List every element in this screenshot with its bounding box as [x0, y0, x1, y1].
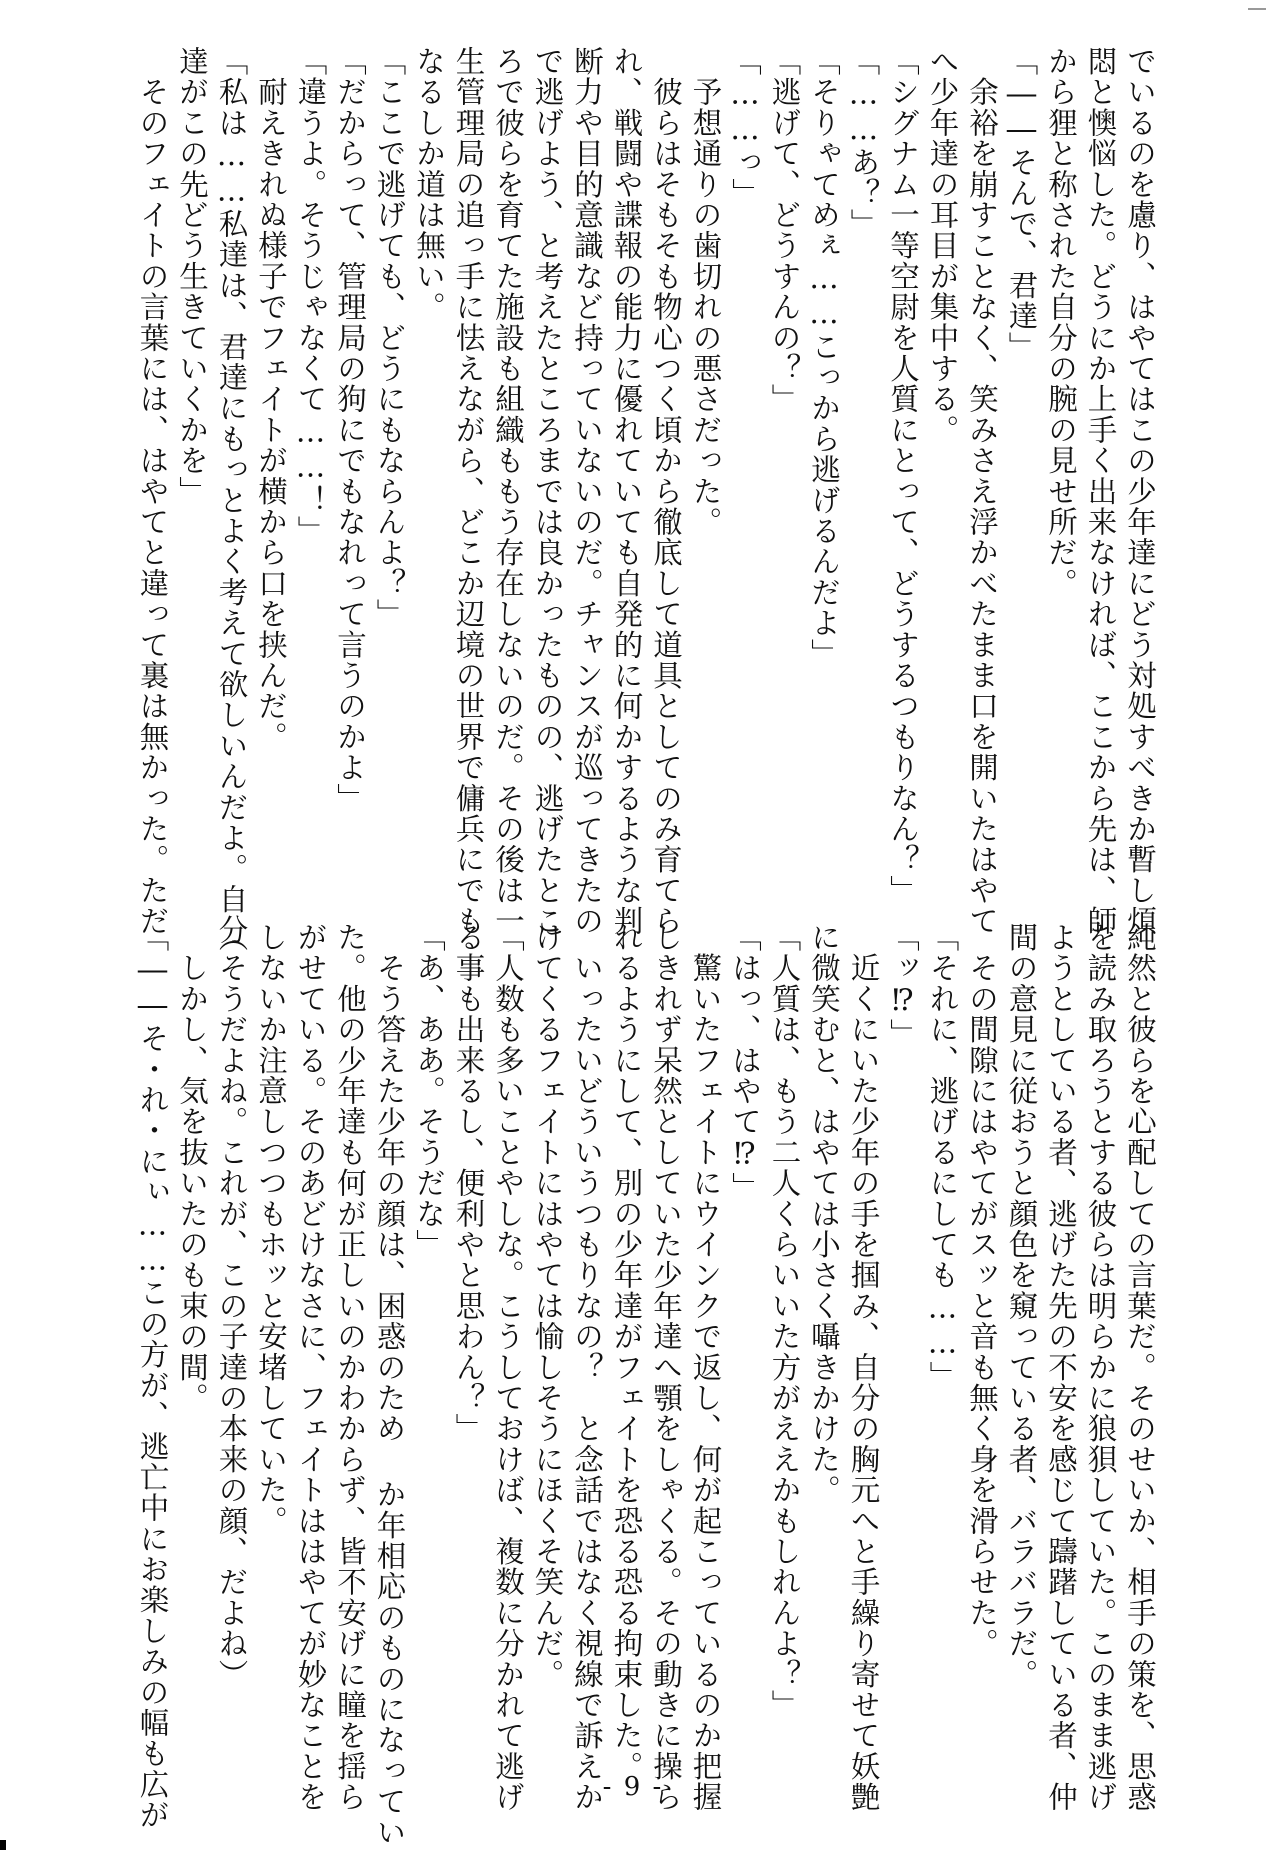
- page-number: - 9 -: [602, 1772, 664, 1802]
- text-column: 「人質は、もう二人くらいいた方がええかもしれんよ？」: [767, 922, 802, 1721]
- text-column: 耐えきれぬ様子でフェイトが横から口を挟んだ。: [254, 46, 288, 753]
- text-column: 余裕を崩すことなく、笑みさえ浮かべたまま口を開いたはやて: [965, 46, 999, 937]
- text-column: ようとしている者、逃げた先の不安を感じて躊躇している者、仲: [1044, 922, 1078, 1813]
- text-column: 「人数も多いことやしな。こうしておけば、複数に分かれて逃げ: [491, 922, 525, 1813]
- text-column: 悶と懊悩した。どうにか上手く出来なければ、ここから先は、師: [1083, 46, 1118, 937]
- text-column: けてくるフェイトにはやては愉しそうにほくそ笑んだ。: [530, 922, 565, 1690]
- top-text-block: [135, 46, 1157, 946]
- text-column: 「――そ・れ・にぃ……この方が、逃亡中にお楽しみの幅も広が: [135, 922, 170, 1831]
- text-column: 予想通りの歯切れの悪さだった。: [688, 46, 723, 538]
- text-column: 「だからって、管理局の狗にでもなれって言うのかよ」: [333, 46, 367, 814]
- text-column: 「それに、逃げるにしても……」: [925, 922, 960, 1392]
- text-column: 「……あ？」: [846, 46, 881, 240]
- text-column: 「逃げて、どうすんの？」: [767, 46, 802, 415]
- text-column: なるしか道は無い。: [412, 46, 446, 323]
- text-column: 「違うよ。そうじゃなくて……！」: [293, 46, 328, 547]
- text-column: た。他の少年達も何が正しいのかわからず、皆不安げに瞳を揺ら: [333, 922, 367, 1813]
- text-column: そのフェイトの言葉には、はやてと違って裏は無かった。ただ: [135, 46, 170, 937]
- text-column: （そうだよね。これが、この子達の本来の顔、だよね）: [214, 922, 249, 1690]
- text-column: でいるのを慮り、はやてはこの少年達にどう対処すべきか暫し煩: [1123, 46, 1157, 937]
- text-column: を読み取ろうとする彼らは明らかに狼狽していた。このまま逃げ: [1083, 922, 1118, 1813]
- text-column: がせている。そのあどけなさに、フェイトははやてが妙なことを: [293, 922, 328, 1813]
- text-column: ろで彼らを育てた施設も組織ももう存在しないのだ。その後は一: [491, 46, 525, 937]
- text-column: 驚いたフェイトにウインクで返し、何が起こっているのか把握: [688, 922, 723, 1813]
- text-column: れるようにして、別の少年達がフェイトを恐る恐る拘束した。: [609, 922, 644, 1782]
- text-column: しないか注意しつつもホッと安堵していた。: [254, 922, 288, 1536]
- text-column: 純然と彼らを心配しての言葉だ。そのせいか、相手の策を、思惑: [1123, 922, 1157, 1813]
- text-column: その間隙にはやてがスッと音も無く身を滑らせた。: [965, 922, 999, 1659]
- text-column: 「そりゃてめぇ……こっから逃げるんだよ」: [807, 46, 841, 669]
- text-column: 近くにいた少年の手を掴み、自分の胸元へと手繰り寄せて妖艶: [846, 922, 881, 1813]
- text-column: 「ここで逃げても、どうにもならんよ？」: [372, 46, 407, 630]
- text-column: 断力や目的意識など持っていないのだ。チャンスが巡ってきたの: [570, 46, 604, 937]
- scan-corner-dot: [0, 1840, 6, 1850]
- text-column: 彼らはそもそも物心つく頃から徹底して道具としてのみ育てら: [649, 46, 683, 937]
- text-column: 「ッ⁉」: [886, 922, 920, 1050]
- scan-edge-mark: [1248, 8, 1266, 10]
- text-column: しかし、気を抜いたのも束の間。: [175, 922, 209, 1414]
- bottom-text-block: [135, 922, 1157, 1848]
- text-column: 「……っ」: [728, 46, 762, 209]
- text-column: 達がこの先どう生きていくかを」: [175, 46, 209, 507]
- text-column: 「シグナム一等空尉を人質にとって、どうするつもりなん？」: [886, 46, 920, 906]
- text-column: いったいどういうつもりなの？ と念話ではなく視線で訴えか: [570, 922, 604, 1813]
- text-column: に微笑むと、はやては小さく囁きかけた。: [807, 922, 841, 1506]
- text-column: 間の意見に従おうと顔色を窺っている者、バラバラだ。: [1004, 922, 1039, 1690]
- text-column: から狸と称された自分の腕の見せ所だ。: [1044, 46, 1078, 599]
- text-column: る事も出来るし、便利やと思わん？」: [451, 922, 486, 1444]
- text-column: 生管理局の追っ手に怯えながら、どこか辺境の世界で傭兵にでも: [451, 46, 486, 937]
- text-column: 「はっ、はやて⁉」: [728, 922, 762, 1203]
- text-column: 「あ、ああ。そうだな」: [412, 922, 446, 1260]
- text-column: れ、戦闘や諜報の能力に優れていても自発的に何かするような判: [609, 46, 644, 937]
- text-column: そう答えた少年の顔は、困惑のため か年相応のものになってい: [372, 922, 407, 1848]
- text-column: 「――そんで、君達」: [1004, 46, 1039, 362]
- text-column: 「私は……私達は、君達にもっとよく考えて欲しいんだよ。自分: [214, 46, 249, 946]
- text-column: しきれず呆然としていた少年達へ顎をしゃくる。その動きに操ら: [649, 922, 683, 1813]
- text-column: へ少年達の耳目が集中する。: [925, 46, 960, 446]
- text-column: で逃げよう、と考えたところまでは良かったものの、逃げたとこ: [530, 46, 565, 937]
